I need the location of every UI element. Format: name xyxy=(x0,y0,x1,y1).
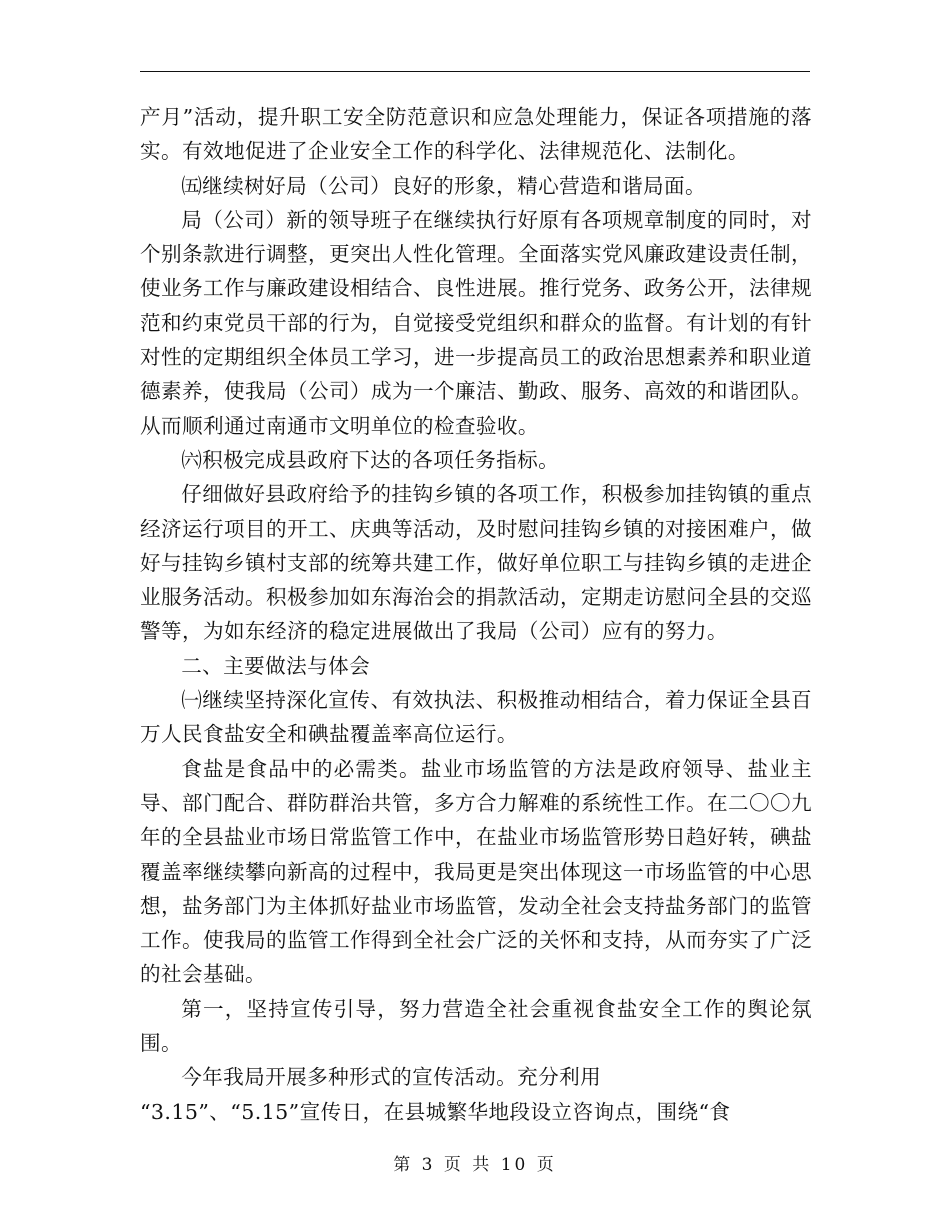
paragraph: 仔细做好县政府给予的挂钩乡镇的各项工作，积极参加挂钩镇的重点经济运行项目的开工、庆典等活动，及时慰问挂钩乡镇的对接困难户，做好与挂钩乡镇村支部的统筹共建工作，做好单位职工与挂钩乡镇的走进企业服务活动。积极参加如东海治会的捐款活动，定期走访慰问全县的交巡警等，为如东经济的稳定进展做出了我局（公司）应有的努力。 xyxy=(140,482,812,644)
header-rule xyxy=(140,71,810,72)
document-body xyxy=(140,100,812,1129)
section-heading: 二、主要做法与体会 xyxy=(181,653,371,678)
paragraph: 局（公司）新的领导班子在继续执行好原有各项规章制度的同时，对个别条款进行调整，更突出人性化管理。全面落实党风廉政建设责任制，使业务工作与廉政建设相结合、良性进展。推行党务、政务公开，法律规范和约束党员干部的行为，自觉接受党组织和群众的监督。有计划的有针对性的定期组织全体员工学习，进一步提高员工的政治思想素养和职业道德素养，使我局（公司）成为一个廉洁、勤政、服务、高效的和谐团队。从而顺利通过南通市文明单位的检查验收。 xyxy=(140,207,812,438)
page-number: 第 3 页 共 10 页 xyxy=(393,1155,557,1175)
paragraph: ㈠继续坚持深化宣传、有效执法、积极推动相结合，着力保证全县百万人民食盐安全和碘盐覆盖率高位运行。 xyxy=(140,688,812,747)
paragraph: ㈤继续树好局（公司）良好的形象，精心营造和谐局面。 xyxy=(181,173,707,198)
paragraph: 今年我局开展多种形式的宣传活动。充分利用 xyxy=(181,1065,602,1090)
paragraph: 食盐是食品中的必需类。盐业市场监管的方法是政府领导、盐业主导、部门配合、群防群治共管，多方合力解难的系统性工作。在二〇〇九年的全县盐业市场日常监管工作中，在盐业市场监管形势日趋好转，碘盐覆盖率继续攀向新高的过程中，我局更是突出体现这一市场监管的中心思想，盐务部门为主体抓好盐业市场监管，发动全社会支持盐务部门的监管工作。使我局的监管工作得到全社会广泛的关怀和支持，从而夯实了广泛的社会基础。 xyxy=(140,756,812,987)
paragraph: 产月”活动，提升职工安全防范意识和应急处理能力，保证各项措施的落实。有效地促进了企业安全工作的科学化、法律规范化、法制化。 xyxy=(140,105,812,164)
paragraph: ㈥积极完成县政府下达的各项任务指标。 xyxy=(181,447,560,472)
paragraph: 第一，坚持宣传引导，努力营造全社会重视食盐安全工作的舆论氛围。 xyxy=(140,996,812,1056)
paragraph: “3.15”、“5.15”宣传日，在县城繁华地段设立咨询点，围绕“食 xyxy=(140,1099,731,1124)
